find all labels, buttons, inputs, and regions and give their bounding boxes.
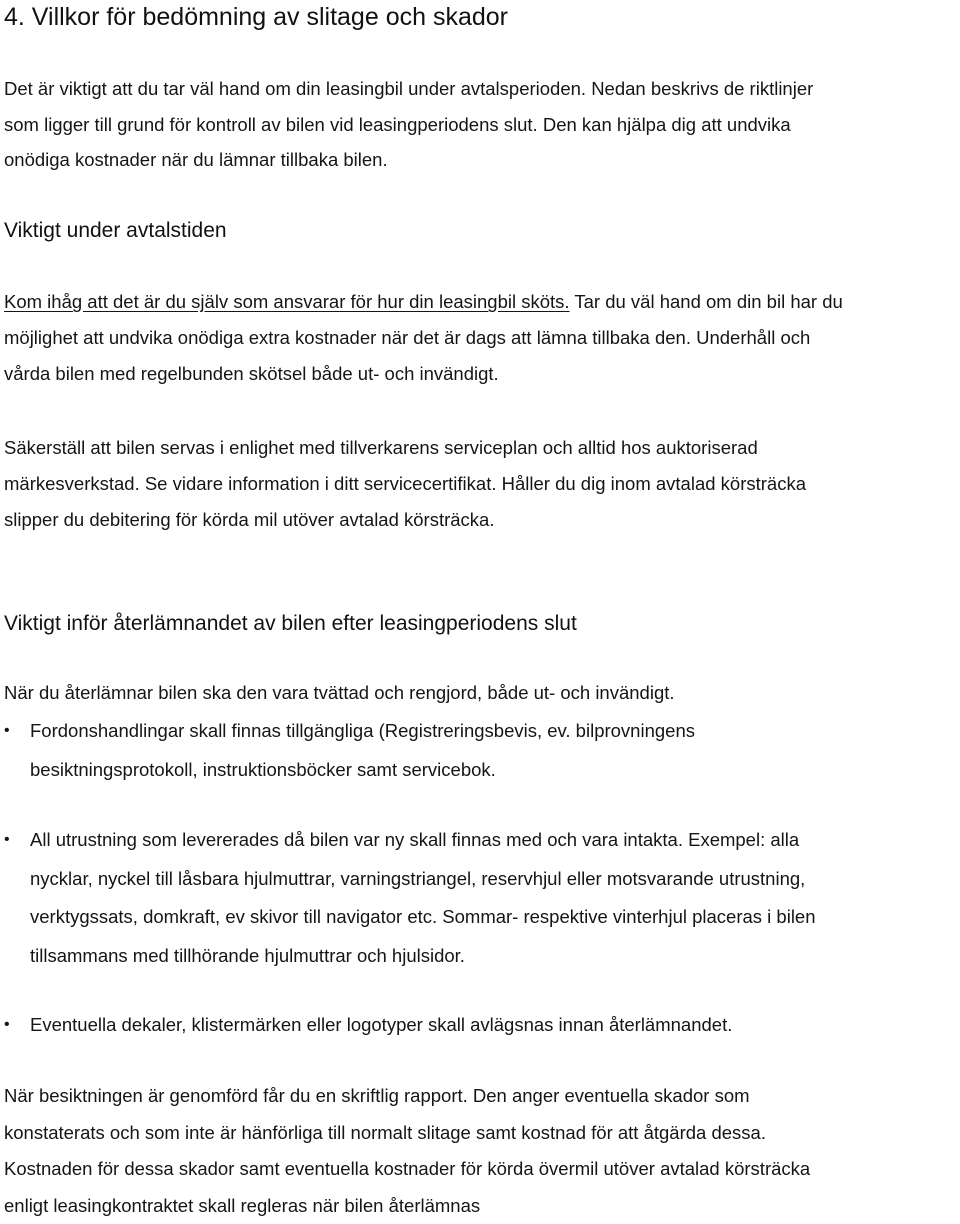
service-paragraph — [4, 430, 959, 538]
paragraph-line: enligt leasingkontraktet skall regleras när bilen återlämnas — [4, 1188, 959, 1224]
paragraph-line — [4, 284, 959, 320]
list-item-line: All utrustning som levererades då bilen var ny skall finnas med och vara intakta. Exempel: alla — [30, 821, 816, 860]
list-item-line: Eventuella dekaler, klistermärken eller logotyper skall avlägsnas innan återlämnandet. — [30, 1006, 732, 1045]
inspection-paragraph — [4, 1078, 959, 1224]
intro-line: Det är viktigt att du tar väl hand om din leasingbil under avtalsperioden. Nedan beskrivs de riktlinjer — [4, 71, 954, 107]
list-item-documents — [0, 712, 958, 792]
list-item-text — [30, 712, 695, 789]
intro-paragraph — [4, 71, 954, 178]
page-title: 4. Villkor för bedömning av slitage och skador — [4, 0, 508, 34]
list-item-text — [30, 821, 816, 975]
section-heading-return: Viktigt inför återlämnandet av bilen efter leasingperiodens slut — [4, 609, 577, 639]
responsibility-paragraph — [4, 284, 959, 392]
paragraph-line: När du återlämnar bilen ska den vara tvättad och rengjord, både ut- och invändigt. — [4, 675, 959, 711]
paragraph-line: möjlighet att undvika onödiga extra kostnader när det är dags att lämna tillbaka den. Underhåll och — [4, 320, 959, 356]
list-item-decals — [0, 1006, 958, 1046]
return-lead-paragraph — [4, 675, 959, 711]
paragraph-line: slipper du debitering för körda mil utöver avtalad körsträcka. — [4, 502, 959, 538]
list-item-text — [30, 1006, 732, 1045]
list-item-line: nycklar, nyckel till låsbara hjulmuttrar, varningstriangel, reservhjul eller motsvarande utrustning, — [30, 860, 816, 899]
section-heading-during-contract: Viktigt under avtalstiden — [4, 216, 227, 246]
underlined-statement: Kom ihåg att det är du själv som ansvarar för hur din leasingbil sköts. — [4, 291, 570, 312]
paragraph-line: märkesverkstad. Se vidare information i ditt servicecertifikat. Håller du dig inom avtalad körsträcka — [4, 466, 959, 502]
list-item-line: tillsammans med tillhörande hjulmuttrar och hjulsidor. — [30, 937, 816, 976]
paragraph-line: konstaterats och som inte är hänförliga till normalt slitage samt kostnad för att åtgärda dessa. — [4, 1115, 959, 1152]
bullet-icon: • — [4, 821, 10, 860]
bullet-icon: • — [4, 1006, 10, 1045]
bullet-icon: • — [4, 712, 10, 751]
paragraph-line: När besiktningen är genomförd får du en skriftlig rapport. Den anger eventuella skador som — [4, 1078, 959, 1115]
list-item-line: verktygssats, domkraft, ev skivor till navigator etc. Sommar- respektive vinterhjul placeras i bilen — [30, 898, 816, 937]
paragraph-line: Kostnaden för dessa skador samt eventuella kostnader för körda övermil utöver avtalad körsträcka — [4, 1151, 959, 1188]
list-item-equipment — [0, 821, 958, 977]
intro-line: onödiga kostnader när du lämnar tillbaka bilen. — [4, 142, 954, 178]
paragraph-line: Säkerställ att bilen servas i enlighet med tillverkarens serviceplan och alltid hos auktoriserad — [4, 430, 959, 466]
list-item-line: Fordonshandlingar skall finnas tillgängliga (Registreringsbevis, ev. bilprovningens — [30, 712, 695, 751]
paragraph-line: vårda bilen med regelbunden skötsel både ut- och invändigt. — [4, 356, 959, 392]
intro-line: som ligger till grund för kontroll av bilen vid leasingperiodens slut. Den kan hjälpa dig att undvika — [4, 107, 954, 143]
list-item-line: besiktningsprotokoll, instruktionsböcker samt servicebok. — [30, 751, 695, 790]
statement-continuation: Tar du väl hand om din bil har du — [570, 291, 843, 312]
